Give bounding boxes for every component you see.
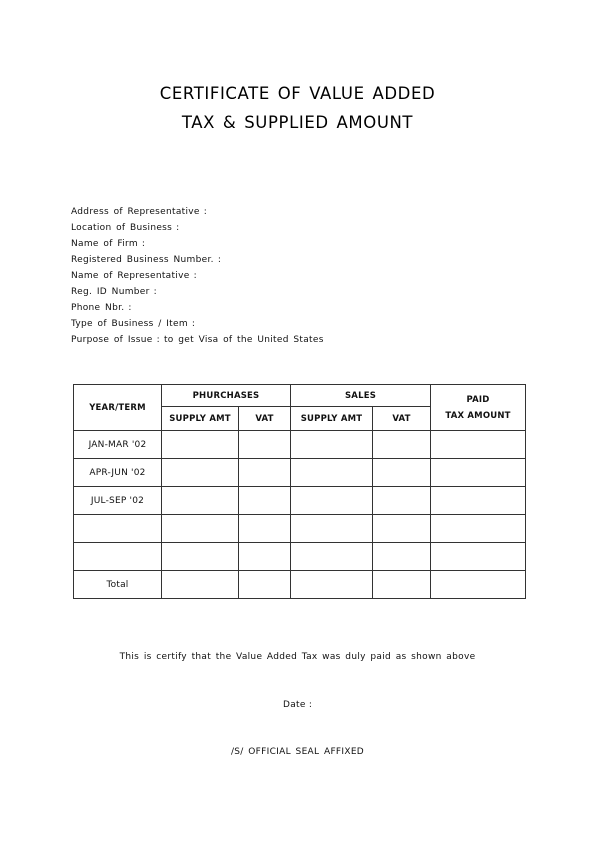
header-paid-line-2: TAX AMOUNT xyxy=(445,410,511,421)
field-colon: : xyxy=(156,335,160,345)
field-colon: : xyxy=(217,255,222,265)
cell-sales-vat xyxy=(373,431,431,459)
certification-statement: This is certify that the Value Added Tax was duly paid as shown above xyxy=(119,652,476,662)
cell-purchases-supply xyxy=(162,431,239,459)
field-reg-id-number xyxy=(71,286,531,302)
applicant-info-fields xyxy=(71,206,531,350)
header-paid-tax-amount xyxy=(431,385,526,431)
field-colon: : xyxy=(176,223,180,233)
table-total-row xyxy=(74,571,526,599)
table-header-row xyxy=(74,385,526,407)
date-label: Date : xyxy=(283,700,313,710)
cell-paid-tax xyxy=(431,515,526,543)
header-sales-vat: VAT xyxy=(373,407,431,431)
table-row xyxy=(74,515,526,543)
cell-purchases-vat xyxy=(239,487,291,515)
field-name-of-representative xyxy=(71,270,531,286)
cell-sales-supply xyxy=(291,571,373,599)
header-sales: SALES xyxy=(291,385,431,407)
document-title-line-1: CERTIFICATE OF VALUE ADDED xyxy=(159,84,436,103)
official-seal-text: /S/ OFFICIAL SEAL AFFIXED xyxy=(230,747,365,757)
cell-sales-supply xyxy=(291,459,373,487)
cell-paid-tax xyxy=(431,431,526,459)
cell-term: JAN-MAR '02 xyxy=(74,431,162,459)
cell-purchases-vat xyxy=(239,431,291,459)
cell-purchases-vat xyxy=(239,543,291,571)
field-type-of-business xyxy=(71,318,531,334)
cell-term: JUL-SEP '02 xyxy=(74,487,162,515)
header-year-term: YEAR/TERM xyxy=(74,385,162,431)
cell-sales-vat xyxy=(373,571,431,599)
table-row xyxy=(74,459,526,487)
field-location-of-business xyxy=(71,222,531,238)
cell-purchases-supply xyxy=(162,459,239,487)
cell-sales-vat xyxy=(373,515,431,543)
vat-summary-table xyxy=(73,384,526,599)
field-label: Reg. ID Number xyxy=(71,287,150,297)
field-colon: : xyxy=(193,271,197,281)
header-purchases: PHURCHASES xyxy=(162,385,291,407)
cell-paid-tax xyxy=(431,571,526,599)
cell-sales-vat xyxy=(373,543,431,571)
header-purchases-supply-amt: SUPPLY AMT xyxy=(162,407,239,431)
field-label: Type of Business / Item xyxy=(71,319,188,329)
cell-purchases-supply xyxy=(162,487,239,515)
field-address-of-representative xyxy=(71,206,531,222)
cell-purchases-supply xyxy=(162,543,239,571)
field-label: Name of Representative xyxy=(71,271,190,281)
cell-purchases-supply xyxy=(162,571,239,599)
cell-sales-supply xyxy=(291,431,373,459)
cell-paid-tax xyxy=(431,487,526,515)
table-row xyxy=(74,431,526,459)
field-colon: : xyxy=(141,239,146,249)
cell-sales-supply xyxy=(291,515,373,543)
table-row xyxy=(74,543,526,571)
field-colon: : xyxy=(203,207,208,217)
field-name-of-firm xyxy=(71,238,531,254)
cell-purchases-vat xyxy=(239,515,291,543)
field-colon: : xyxy=(128,303,132,313)
cell-term: Total xyxy=(74,571,162,599)
field-label: Registered Business Number. xyxy=(71,255,214,265)
cell-purchases-vat xyxy=(239,459,291,487)
cell-sales-supply xyxy=(291,543,373,571)
table-row xyxy=(74,487,526,515)
cell-purchases-supply xyxy=(162,515,239,543)
cell-sales-supply xyxy=(291,487,373,515)
field-label: Phone Nbr. xyxy=(71,303,125,313)
header-purchases-vat: VAT xyxy=(239,407,291,431)
field-label: Name of Firm xyxy=(71,239,138,249)
cell-term xyxy=(74,515,162,543)
field-phone-number xyxy=(71,302,531,318)
cell-paid-tax xyxy=(431,543,526,571)
field-colon: : xyxy=(191,319,196,329)
field-colon: : xyxy=(153,287,157,297)
cell-term: APR-JUN '02 xyxy=(74,459,162,487)
document-title-line-2: TAX & SUPPLIED AMOUNT xyxy=(181,113,414,132)
field-purpose-of-issue xyxy=(71,334,531,350)
cell-term xyxy=(74,543,162,571)
header-paid-line-1: PAID xyxy=(466,394,490,405)
cell-purchases-vat xyxy=(239,571,291,599)
field-value: to get Visa of the United States xyxy=(163,335,324,345)
field-label: Address of Representative xyxy=(71,207,200,217)
cell-paid-tax xyxy=(431,459,526,487)
header-sales-supply-amt: SUPPLY AMT xyxy=(291,407,373,431)
field-label: Location of Business xyxy=(71,223,173,233)
cell-sales-vat xyxy=(373,487,431,515)
field-label: Purpose of Issue xyxy=(71,335,153,345)
field-registered-business-number xyxy=(71,254,531,270)
cell-sales-vat xyxy=(373,459,431,487)
